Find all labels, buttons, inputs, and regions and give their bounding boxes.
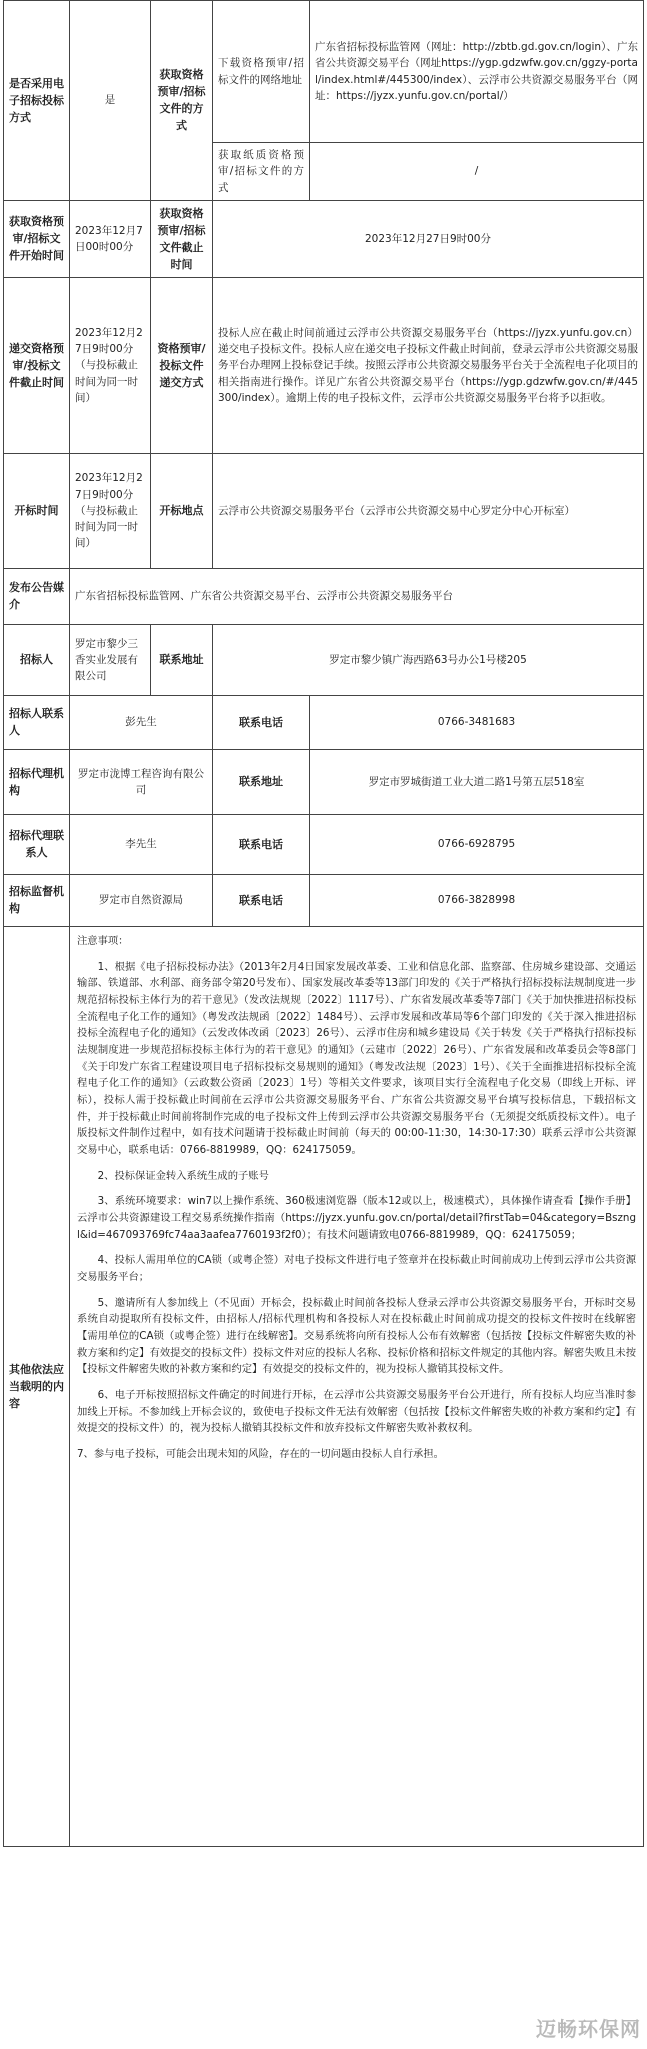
submit-deadline-value: 2023年12月27日9时00分（与投标截止时间为同一时间） <box>70 277 151 453</box>
supervisor-label: 招标监督机构 <box>4 874 70 926</box>
notes-cell <box>70 926 644 1846</box>
agency-label: 招标代理机构 <box>4 749 70 814</box>
notes-item: 7、参与电子投标，可能会出现未知的风险，存在的一切问题由投标人自行承担。 <box>77 1448 444 1461</box>
agency-contact-value: 李先生 <box>70 814 213 874</box>
supervisor-phone-label: 联系电话 <box>213 874 310 926</box>
tenderer-phone-label: 联系电话 <box>213 695 310 749</box>
media-label: 发布公告媒介 <box>4 568 70 624</box>
agency-value: 罗定市泷博工程咨询有限公司 <box>70 749 213 814</box>
paper-label: 获取纸质资格预审/招标文件的方式 <box>213 143 310 201</box>
opening-place-label: 开标地点 <box>151 453 213 568</box>
opening-time-value: 2023年12月27日9时00分（与投标截止时间为同一时间） <box>70 453 151 568</box>
tenderer-contact-value: 彭先生 <box>70 695 213 749</box>
notes-item: 6、电子开标按照招标文件确定的时间进行开标，在云浮市公共资源交易服务平台公开进行，所有投标人均应当准时参加线上开标。不参加线上开标会议的，致使电子投标文件无法有效解密（包括按【投标文件解密失败的补救方案和约定】有效提交的投标文件）的，视为投标人撤销其投标文件和放弃投标文件解密失败补救权利。 <box>77 1389 636 1435</box>
electronic-value: 是 <box>70 1 151 201</box>
submit-method-label: 资格预审/投标文件递交方式 <box>151 277 213 453</box>
notes-item: 5、邀请所有人参加线上（不见面）开标会，投标截止时间前各投标人登录云浮市公共资源交易服务平台，开标时交易系统自动提取所有投标文件，由招标人/招标代理机构和各投标人对在投标截止时间前成功提交的投标文件按时在线解密【需用单位的CA锁（或粤企签）进行在线解密】。交易系统将向所有投标人公布有效解密（包括按【投标文件解密失败的补救方案和约定】有效提交的投标文件）投标文件对应的投标人名称、投标价格和招标文件规定的其他内容。解密失败且未按【投标文件解密失败的补救方案和约定】有效提交的投标文件的，视为投标人撤销其投标文件。 <box>77 1296 636 1376</box>
opening-place-value: 云浮市公共资源交易服务平台（云浮市公共资源交易中心罗定分中心开标室） <box>213 453 644 568</box>
download-label: 下载资格预审/招标文件的网络地址 <box>213 1 310 143</box>
agency-contact-label: 招标代理联系人 <box>4 814 70 874</box>
agency-phone-label: 联系电话 <box>213 814 310 874</box>
download-value: 广东省招标投标监管网（网址：http://zbtb.gd.gov.cn/login）、广东省公共资源交易平台（网址https://ygp.gdzwfw.gov.cn/ggzy-portal/index.html#/445300/index）、云浮市公共资源交易服务平台（网址：https://jyzx.yunfu.gov.cn/portal/） <box>310 1 644 143</box>
agency-addr-value: 罗定市罗城街道工业大道二路1号第五层518室 <box>310 749 644 814</box>
notes-item: 3、系统环境要求：win7以上操作系统、360极速浏览器（版本12或以上，极速模式），具体操作请查看【操作手册】云浮市公共资源建设工程交易系统操作指南（https://jyzx.yunfu.gov.cn/portal/detail?firstTab=04&category=Bszngl&id=467093769fc74aa3aafea7760193f2f0）；有技术问题请致电0766-8819989，QQ：624175059； <box>77 1195 636 1241</box>
submit-deadline-label: 递交资格预审/投标文件截止时间 <box>4 277 70 453</box>
paper-value: / <box>310 143 644 201</box>
tenderer-label: 招标人 <box>4 624 70 695</box>
acquire-start-value: 2023年12月7日00时00分 <box>70 200 151 277</box>
tenderer-addr-label: 联系地址 <box>151 624 213 695</box>
acquire-end-value: 2023年12月27日9时00分 <box>213 200 644 277</box>
acquire-end-label: 获取资格预审/招标文件截止时间 <box>151 200 213 277</box>
supervisor-value: 罗定市自然资源局 <box>70 874 213 926</box>
other-label: 其他依法应当载明的内容 <box>4 926 70 1846</box>
electronic-label: 是否采用电子招标投标方式 <box>4 1 70 201</box>
submit-method-value: 投标人应在截止时间前通过云浮市公共资源交易服务平台（https://jyzx.yunfu.gov.cn）递交电子投标文件。投标人应在递交电子投标文件截止时间前，登录云浮市公共资源交易服务平台办理网上投标登记手续。按照云浮市公共资源交易服务平台关于全流程电子化项目的相关指南进行操作。详见广东省公共资源交易平台（https://ygp.gdzwfw.gov.cn/#/445300/index）。逾期上传的电子投标文件，云浮市公共资源交易服务平台将予以拒收。 <box>213 277 644 453</box>
tenderer-addr-value: 罗定市黎少镇广海西路63号办公1号楼205 <box>213 624 644 695</box>
media-value: 广东省招标投标监管网、广东省公共资源交易平台、云浮市公共资源交易服务平台 <box>70 568 644 624</box>
notes-item: 4、投标人需用单位的CA锁（或粤企签）对电子投标文件进行电子签章并在投标截止时间前成功上传到云浮市公共资源交易服务平台； <box>77 1254 636 1284</box>
watermark: 迈畅环保网 <box>536 2017 641 2041</box>
tender-info-table <box>3 0 644 1847</box>
supervisor-phone-value: 0766-3828998 <box>310 874 644 926</box>
agency-addr-label: 联系地址 <box>213 749 310 814</box>
opening-time-label: 开标时间 <box>4 453 70 568</box>
agency-phone-value: 0766-6928795 <box>310 814 644 874</box>
tenderer-value: 罗定市黎少三香实业发展有限公司 <box>70 624 151 695</box>
method-label: 获取资格预审/招标文件的方式 <box>151 1 213 201</box>
acquire-start-label: 获取资格预审/招标文件开始时间 <box>4 200 70 277</box>
tenderer-phone-value: 0766-3481683 <box>310 695 644 749</box>
notes-item: 1、根据《电子招标投标办法》（2013年2月4日国家发展改革委、工业和信息化部、监察部、住房城乡建设部、交通运输部、铁道部、水利部、商务部令第20号发布）、国家发展改革委等13部门印发的《关于严格执行招标投标法规制度进一步规范招标投标主体行为的若干意见》（发改法规规〔2022〕1117号）、广东省发展改革委等7部门《关于加快推进招标投标全流程电子化工作的通知》（粤发改法规函〔2022〕1484号）、云浮市发展和改革局等6个部门印发的《关于深入推进招标投标全流程电子化的通知》（云发改体改函〔2023〕26号）、云浮市住房和城乡建设局《关于转发《关于严格执行招标投标法规制度进一步规范招标投标主体行为的若干意见》的通知》（云建市〔2022〕26号）、广东省发展和改革委员会等8部门《关于印发广东省工程建设项目电子招标投标交易规则的通知》（粤发改法规〔2023〕1号）、《关于全面推进招标投标全流程电子化工作的通知》（云政数公资函〔2023〕1号）等相关文件要求，该项目实行全流程电子化交易（即线上开标、评标），投标人需于投标截止时间前在云浮市公共资源交易服务平台、广东省公共资源交易平台填写投标信息，下载招标文件，并于投标截止时间前将制作完成的电子投标文件上传到云浮市公共资源交易服务平台（无须提交纸质投标文件）。电子版投标文件制作过程中，如有技术问题请于投标截止时间前（每天的 00:00-11:30，14:30-17:30）联系云浮市公共资源交易中心，联系电话：0766-8819989，QQ：624175059。 <box>77 960 636 1157</box>
notes-title: 注意事项： <box>77 934 129 947</box>
notes-item: 2、投标保证金转入系统生成的子账号 <box>97 1169 269 1182</box>
tenderer-contact-label: 招标人联系人 <box>4 695 70 749</box>
